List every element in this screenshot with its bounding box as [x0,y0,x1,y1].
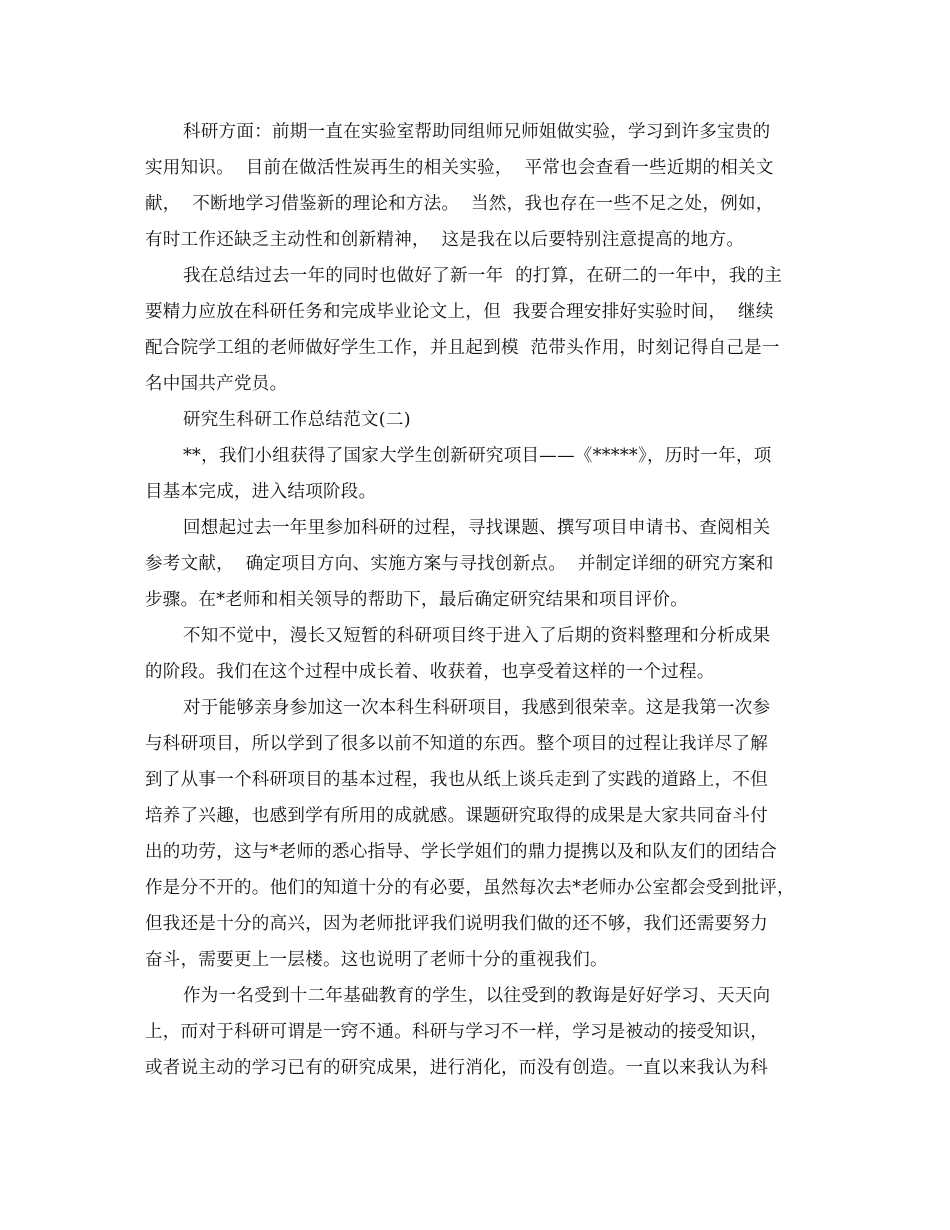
text-line: 奋斗，需要更上一层楼。这也说明了老师十分的重视我们。 [145,950,608,970]
text-line: 科研方面：前期一直在实验室帮助同组师兄师姐做实验，学习到许多宝贵的 [183,122,771,142]
text-line: 有时工作还缺乏主动性和创新精神， 这是我在以后要特别注意提高的地方。 [145,230,745,250]
text-line: 对于能够亲身参加这一次本科生科研项目，我感到很荣幸。这是我第一次参 [183,698,771,718]
text-line: 不知不觉中，漫长又短暂的科研项目终于进入了后期的资料整理和分析成果 [183,626,771,646]
text-line: 我在总结过去一年的同时也做好了新一年 的打算，在研二的一年中，我的主 [183,266,783,286]
text-line: 作为一名受到十二年基础教育的学生，以往受到的教诲是好好学习、天天向 [183,986,771,1006]
text-line: 的阶段。我们在这个过程中成长着、收获着，也享受着这样的一个过程。 [145,662,715,682]
text-line: 目基本完成，进入结项阶段。 [145,482,377,502]
text-line: 名中国共产党员。 [145,374,288,394]
text-line: 培养了兴趣，也感到学有所用的成就感。课题研究取得的成果是大家共同奋斗付 [145,806,768,826]
text-line: 配合院学工组的老师做好学生工作，并且起到模 范带头作用，时刻记得自己是一 [145,338,780,358]
text-line: 上，而对于科研可谓是一窍不通。科研与学习不一样，学习是被动的接受知识， [145,1022,768,1042]
text-line: 回想起过去一年里参加科研的过程，寻找课题、撰写项目申请书、查阅相关 [183,518,771,538]
text-line: 或者说主动的学习已有的研究成果，进行消化，而没有创造。一直以来我认为科 [145,1058,768,1078]
text-line: 但我还是十分的高兴，因为老师批评我们说明我们做的还不够，我们还需要努力 [145,914,768,934]
text-line: 步骤。在*老师和相关领导的帮助下，最后确定研究结果和项目评价。 [145,590,689,610]
text-line: 要精力应放在科研任务和完成毕业论文上，但 我要合理安排好实验时间， 继续 [145,302,774,322]
text-line: **，我们小组获得了国家大学生创新研究项目——《*****》，历时一年，项 [183,446,772,466]
text-line: 参考文献， 确定项目方向、实施方案与寻找创新点。 并制定详细的研究方案和 [145,554,774,574]
text-line: 与科研项目，所以学到了很多以前不知道的东西。整个项目的过程让我详尽了解 [145,734,768,754]
text-line: 实用知识。 目前在做活性炭再生的相关实验， 平常也会查看一些近期的相关文 [145,158,774,178]
section-heading: 研究生科研工作总结范文(二) [183,410,411,430]
text-line: 献， 不断地学习借鉴新的理论和方法。 当然，我也存在一些不足之处，例如， [145,194,774,214]
text-line: 出的功劳，这与*老师的悉心指导、学长学姐们的鼎力提携以及和队友们的团结合 [145,842,778,862]
text-line: 到了从事一个科研项目的基本过程，我也从纸上谈兵走到了实践的道路上，不但 [145,770,768,790]
text-line: 作是分不开的。他们的知道十分的有必要，虽然每次去*老师办公室都会受到批评， [145,878,795,898]
